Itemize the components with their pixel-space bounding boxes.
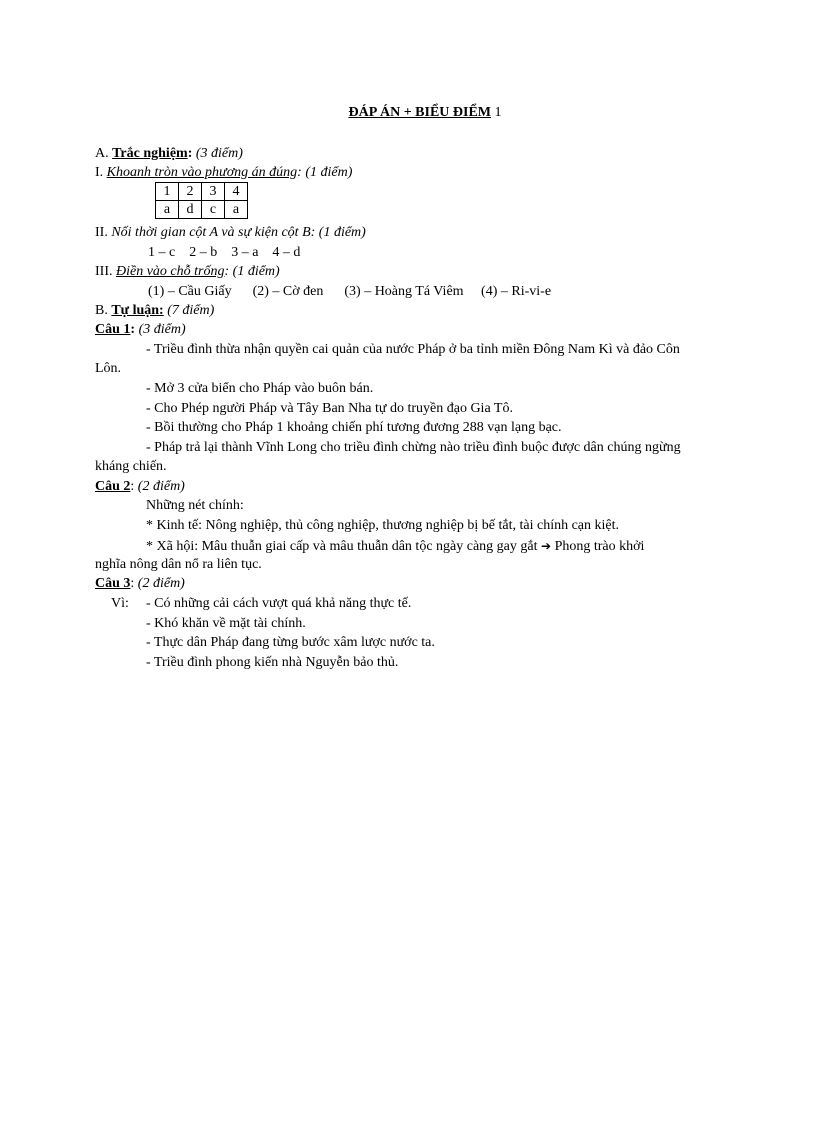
list-item: * Xã hội: Mâu thuẫn giai cấp và mâu thuẫn dân tộc ngày càng gay gắt ➔ Phong trào khởi (146, 539, 645, 554)
section-a-i-heading: I. Khoanh tròn vào phương án đúng: (1 điểm) (95, 165, 353, 180)
list-item: - Bồi thường cho Pháp 1 khoảng chiến phí tương đương 288 vạn lạng bạc. (146, 420, 562, 435)
section-a-iii-heading: III. Điền vào chỗ trống: (1 điểm) (95, 264, 280, 279)
question-3-heading: Câu 3: (2 điểm) (95, 576, 185, 591)
list-item: - Thực dân Pháp đang từng bước xâm lược nước ta. (146, 635, 435, 650)
title-main: ĐÁP ÁN + BIỂU ĐIỂM (348, 105, 492, 120)
blank-answers (148, 283, 551, 301)
table-row (156, 183, 248, 201)
table-cell: a (225, 201, 248, 219)
answer-table (155, 182, 248, 219)
list-item: - Có những cải cách vượt quá khả năng thực tế. (146, 596, 412, 611)
table-cell: d (179, 201, 202, 219)
list-item: - Cho Phép người Pháp và Tây Ban Nha tự do truyền đạo Gia Tô. (146, 401, 513, 416)
page-title (95, 104, 755, 122)
title-number: 1 (494, 105, 502, 120)
table-cell: 3 (202, 183, 225, 201)
list-item: - Mở 3 cửa biển cho Pháp vào buôn bán. (146, 381, 374, 396)
section-a-ii-heading: II. Nối thời gian cột A và sự kiện cột B: (1 điểm) (95, 225, 366, 240)
list-item: nghĩa nông dân nổ ra liên tục. (95, 557, 262, 572)
question-2-heading: Câu 2: (2 điểm) (95, 479, 185, 494)
table-cell: a (156, 201, 179, 219)
list-item: Lôn. (95, 361, 122, 376)
blank-answer: (2) – Cờ đen (252, 284, 324, 299)
list-item: - Pháp trả lại thành Vĩnh Long cho triều đình chừng nào triều đình buộc được dân chúng ngừng (146, 440, 681, 455)
list-item: - Khó khăn về mặt tài chính. (146, 616, 306, 631)
blank-answer: (4) – Ri-vi-e (481, 284, 552, 299)
question-3-vi-label: Vì: (111, 596, 129, 611)
table-cell: 4 (225, 183, 248, 201)
table-cell: c (202, 201, 225, 219)
list-item: - Triều đình phong kiến nhà Nguyễn bảo thủ. (146, 655, 399, 670)
question-2-intro: Những nét chính: (146, 498, 244, 513)
table-row (156, 201, 248, 219)
list-item: * Kinh tế: Nông nghiệp, thủ công nghiệp, thương nghiệp bị bế tắt, tài chính cạn kiệt. (146, 518, 620, 533)
table-cell: 1 (156, 183, 179, 201)
matching-answers: 1 – c 2 – b 3 – a 4 – d (148, 245, 301, 260)
list-item: kháng chiến. (95, 459, 167, 474)
arrow-right-icon: ➔ (541, 539, 552, 553)
question-1-heading: Câu 1: (3 điểm) (95, 322, 186, 337)
section-a-heading: A. Trắc nghiệm: (3 điểm) (95, 146, 243, 161)
table-cell: 2 (179, 183, 202, 201)
blank-answer: (3) – Hoàng Tá Viêm (344, 284, 464, 299)
section-b-heading: B. Tự luận: (7 điểm) (95, 303, 215, 318)
list-item: - Triều đình thừa nhận quyền cai quản của nước Pháp ở ba tỉnh miền Đông Nam Kì và đảo Côn (146, 342, 680, 357)
blank-answer: (1) – Cầu Giấy (148, 284, 232, 299)
